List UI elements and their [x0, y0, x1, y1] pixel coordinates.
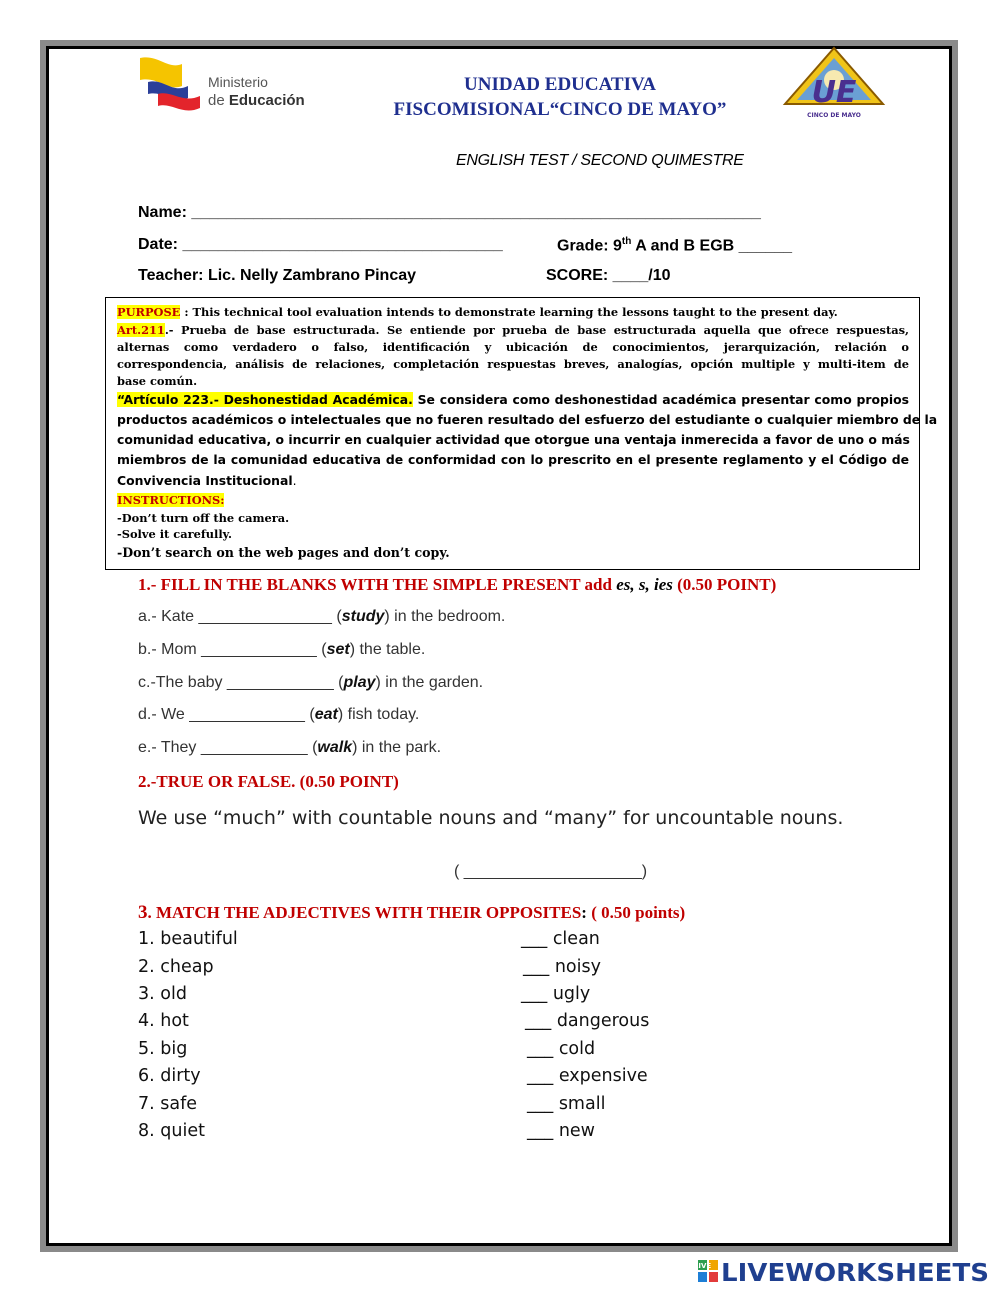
grade-field: Grade: 9th A and B EGB ______: [557, 236, 793, 255]
art223-line2: productos académicos o intelectuales que no fueren resultado del esfuerzo del estudiante o cualquier miembro de la: [117, 412, 938, 427]
art211-line3: correspondencia, análisis de relaciones, completación respuestas breves, analogías, opción multiple y multi-item de: [117, 357, 909, 371]
liveworksheets-watermark: [693, 1258, 992, 1287]
fill-item-c: c.-The baby ____________ (play) in the garden.: [138, 674, 484, 691]
true-false-answer-blank: ( ____________________): [454, 863, 648, 880]
adjective-left-4: 4. hot: [138, 1011, 189, 1031]
adjective-left-7: 7. safe: [138, 1094, 198, 1114]
adjective-left-6: 6. dirty: [138, 1066, 201, 1086]
ministry-logo: [138, 56, 313, 112]
school-name-line1: UNIDAD EDUCATIVA: [464, 74, 656, 95]
true-false-statement: We use “much” with countable nouns and “many” for uncountable nouns.: [138, 807, 844, 829]
art223-line1: “Artículo 223.- Deshonestidad Académica. Se considera como deshonestidad académica presentar como propios: [117, 392, 909, 407]
fill-item-a: a.- Kate _______________ (study) in the bedroom.: [138, 608, 506, 625]
teacher-field: Teacher: Lic. Nelly Zambrano Pincay: [138, 267, 417, 284]
school-logo: [783, 46, 885, 122]
instructions-label: INSTRUCTIONS:: [117, 493, 225, 507]
adjective-right-8: ___ new: [527, 1121, 595, 1141]
fill-item-e: e.- They ____________ (walk) in the park.: [138, 739, 442, 756]
logo-caption: CINCO DE MAYO: [807, 112, 861, 119]
school-name-line2: FISCOMISIONAL“CINCO DE MAYO”: [393, 99, 727, 120]
name-field: Name: ________________________________________________________________: [138, 204, 761, 221]
ministry-name-line1: Ministerio: [208, 74, 268, 90]
fill-item-d: d.- We _____________ (eat) fish today.: [138, 706, 420, 723]
liveworksheets-logo-icon: [693, 1258, 991, 1287]
date-field: Date: ____________________________________: [138, 236, 503, 253]
adjective-left-2: 2. cheap: [138, 957, 214, 977]
art211-line4: base común.: [117, 374, 198, 388]
art223-line5: Convivencia Institucional.: [117, 473, 297, 488]
adjective-right-7: ___ small: [527, 1094, 606, 1114]
logo-letters: UE: [811, 75, 857, 110]
art211-line1: Art.211.- Prueba de base estructurada. Se entiende por prueba de base estructurada aquella que ofrece respuestas,: [117, 323, 909, 337]
instruction-3: -Don’t search on the web pages and don’t copy.: [117, 545, 450, 560]
ecuador-flag-icon: [138, 56, 204, 112]
adjective-right-4: ___ dangerous: [525, 1011, 650, 1031]
school-emblem-icon: [783, 46, 885, 122]
adjective-right-5: ___ cold: [527, 1039, 596, 1059]
adjective-right-3: ___ ugly: [521, 984, 591, 1004]
adjective-left-3: 3. old: [138, 984, 187, 1004]
adjective-right-2: ___ noisy: [523, 957, 601, 977]
school-name: [370, 72, 750, 122]
section3-title: 3. MATCH THE ADJECTIVES WITH THEIR OPPOSITES: ( 0.50 points): [138, 902, 686, 923]
adjective-left-5: 5. big: [138, 1039, 188, 1059]
adjective-left-1: 1. beautiful: [138, 929, 238, 949]
adjective-right-6: ___ expensive: [527, 1066, 648, 1086]
instruction-1: -Don’t turn off the camera.: [117, 511, 290, 525]
art211-line2: alternas como verdadero o falso, identificación y ubicación de conocimientos, jerarquización, relación o: [117, 340, 909, 354]
art223-line3: comunidad educativa, o incurrir en cualquier actividad que otorgue una ventaja inmerecida a favor de uno o más: [117, 432, 910, 447]
test-title: ENGLISH TEST / SECOND QUIMESTRE: [456, 152, 744, 169]
art223-line4: miembros de la comunidad educativa de conformidad con lo prescrito en el presente reglamento y el Código de: [117, 452, 909, 467]
adjective-right-1: ___ clean: [521, 929, 600, 949]
section1-title: 1.- FILL IN THE BLANKS WITH THE SIMPLE PRESENT add es, s, ies (0.50 POINT): [138, 575, 777, 594]
ministry-name-line2: de Educación: [208, 92, 305, 109]
purpose-line: PURPOSE : This technical tool evaluation intends to demonstrate learning the lessons taught to the present day.: [117, 305, 838, 319]
section2-title: 2.-TRUE OR FALSE. (0.50 POINT): [138, 772, 399, 791]
instruction-2: -Solve it carefully.: [117, 527, 232, 541]
svg-text:LIVE: LIVE: [693, 1262, 712, 1270]
adjective-left-8: 8. quiet: [138, 1121, 205, 1141]
score-field: SCORE: ____/10: [546, 267, 671, 284]
watermark-text: LIVEWORKSHEETS: [721, 1258, 989, 1287]
fill-item-b: b.- Mom _____________ (set) the table.: [138, 641, 426, 658]
